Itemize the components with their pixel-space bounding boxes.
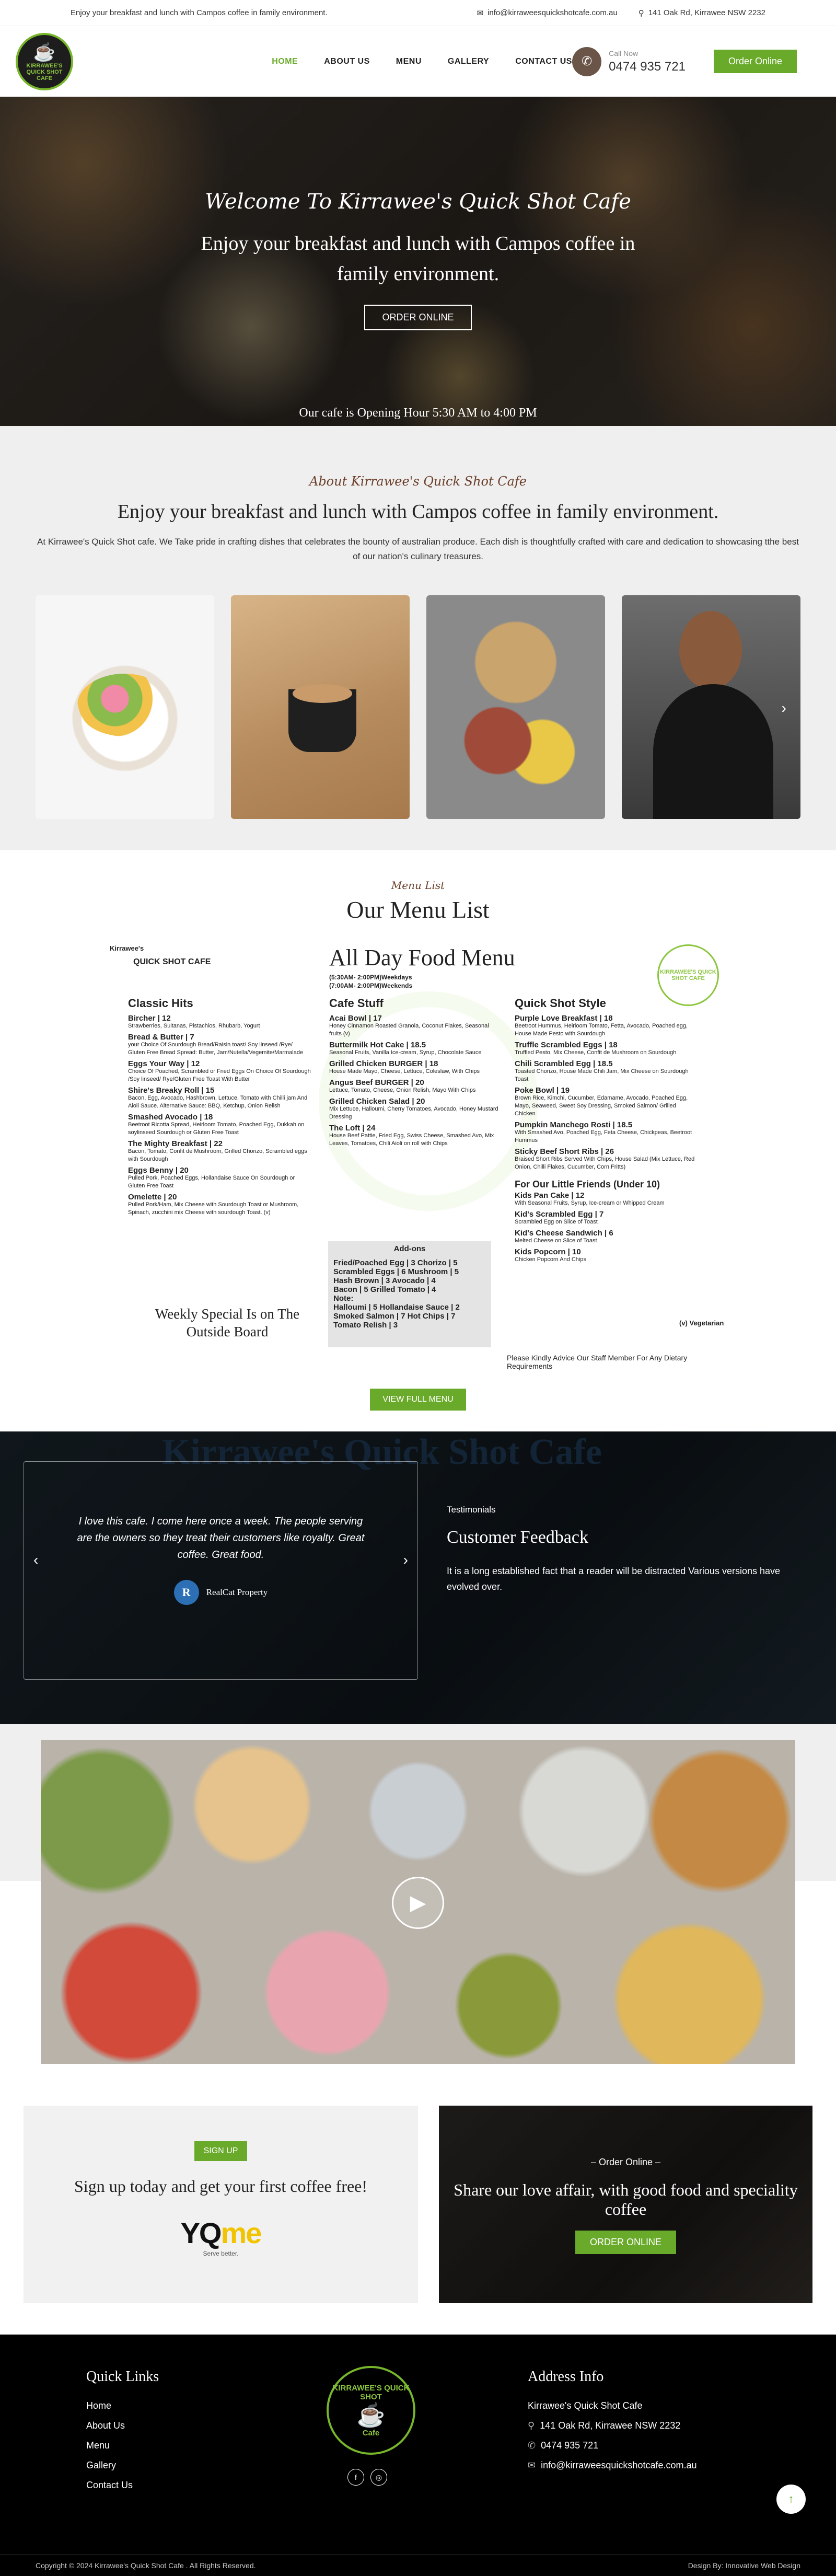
menu-item: Grilled Chicken BURGER | 18 House Made Mayo, Cheese, Lettuce, Coleslaw, With Chips	[329, 1059, 480, 1075]
menu-item: Kids Popcorn | 10 Chicken Popcorn And Chips	[515, 1247, 586, 1263]
menu-board-title: All Day Food Menu	[329, 945, 515, 971]
weekly-special: Weekly Special Is on The Outside Board	[155, 1306, 300, 1339]
menu-item: Omelette | 20 Pulled Pork/Ham, Mix Cheese with Sourdough Toast or Mushroom, Spinach, zucchini mix Cheese with sourdough Toast. (v)	[128, 1193, 299, 1216]
chevron-right-icon[interactable]: ›	[403, 1552, 408, 1568]
main-nav	[272, 57, 572, 66]
menu-item: Angus Beef BURGER | 20 Lettuce, Tomato, Cheese, Onion Relish, Mayo With Chips	[329, 1078, 476, 1093]
addon-line: Smoked Salmon | 7 Hot Chips | 7	[333, 1312, 456, 1321]
testimonials-text: It is a long established fact that a reader will be distracted Various versions have evolved over.	[447, 1566, 781, 1592]
coffee-cup-icon: ☕	[33, 42, 56, 62]
menu-item: Eggs Your Way | 12 Choice Of Poached, Scrambled or Fried Eggs On Choice Of Sourdough /Soy linseed/ Rye/Gluten Free Toast With Butter	[128, 1059, 311, 1082]
phone-icon: ✆	[528, 2440, 536, 2451]
testimonial-quote: I love this cafe. I come here once a week. The people serving are the owners so they treat their customers like royalty. Great coffee. Great food.	[77, 1516, 365, 1561]
testimonial-author-name: RealCat Property	[206, 1587, 268, 1597]
footer-address-line[interactable]	[528, 2416, 697, 2435]
about-gallery	[0, 595, 836, 819]
menu-board-hours	[329, 973, 412, 990]
menu-column-title: Classic Hits	[128, 997, 193, 1010]
view-full-menu-button[interactable]: VIEW FULL MENU	[370, 1389, 466, 1411]
menu-item: Buttermilk Hot Cake | 18.5 Seasonal Fruits, Vanilla Ice-cream, Syrup, Chocolate Sauce	[329, 1041, 482, 1056]
menu-board-image	[110, 944, 726, 1370]
footer-link-menu[interactable]: Menu	[86, 2440, 110, 2451]
menu-column-title: Quick Shot Style	[515, 997, 606, 1010]
menu-board-logo: KIRRAWEE'S QUICK SHOT CAFE	[657, 944, 719, 1006]
dietary-note: Please Kindly Advice Our Staff Member For Any Dietary Requirements	[507, 1354, 688, 1370]
header-phone: 0474 935 721	[609, 59, 686, 74]
chevron-left-icon[interactable]: ‹	[33, 1552, 39, 1568]
menu-item: Sticky Beef Short Ribs | 26 Braised Short Ribs Served With Chips, House Salad (Mix Lettuce, Red Onion, Chilli Flakes, Cucumber, Corn Fritts)	[515, 1147, 695, 1170]
topbar-email-text: info@kirraweesquickshotcafe.com.au	[487, 8, 618, 17]
site-header	[0, 26, 836, 97]
footer-phone-line[interactable]	[528, 2435, 697, 2455]
menu-item: Kids Pan Cake | 12 With Seasonal Fruits, Syrup, Ice-cream or Whipped Cream	[515, 1191, 665, 1206]
hero-welcome: Welcome To Kirrawee's Quick Shot Cafe	[205, 190, 631, 214]
testimonials-intro	[447, 1505, 781, 1595]
menu-item: Bread & Butter | 7 your Choice Of Sourdough Bread/Raisin toast/ Soy linseed /Rye/ Gluten Free Bread Spread: Butter, Jam/Nutella/Vegemite/Marmalade	[128, 1033, 304, 1056]
footer-links-title: Quick Links	[86, 2369, 159, 2385]
cta-section	[0, 2085, 836, 2335]
addon-line: Bacon | 5 Grilled Tomato | 4	[333, 1285, 436, 1294]
menu-column-quick-shot-style	[515, 999, 698, 1264]
coffee-cup-icon: ☕	[356, 2402, 386, 2428]
envelope-icon: ✉	[477, 8, 484, 18]
about-section	[0, 426, 836, 850]
yqme-logo[interactable]	[24, 2216, 418, 2250]
social-links	[347, 2469, 387, 2486]
nav-gallery[interactable]: GALLERY	[447, 56, 490, 66]
menu-item: Shire's Breaky Roll | 15 Bacon, Egg, Avocado, Hashbrown, Lettuce, Tomato with Chilli jam And Aioli Sauce. Alternative Sauce: BBQ, Ketchup, Onion Relish	[128, 1086, 308, 1109]
footer-logo-top: KIRRAWEE'S QUICK SHOT	[332, 2383, 410, 2401]
menu-title: Our Menu List	[346, 896, 490, 923]
call-label: Call Now	[609, 49, 638, 57]
menu-column-cafe-stuff	[329, 999, 502, 1148]
back-to-top-icon[interactable]: ↑	[776, 2485, 806, 2514]
menu-item: Smashed Avocado | 18 Beetroot Ricotta Spread, Heirloom Tomato, Poached Egg, Dukkah on soylinseed Sourdough or Gluten Free Toast	[128, 1113, 305, 1136]
copyright-bar	[0, 2554, 836, 2576]
phone-icon: ✆	[572, 47, 601, 76]
envelope-icon: ✉	[528, 2460, 536, 2470]
footer-phone-text: 0474 935 721	[541, 2440, 599, 2451]
top-bar	[0, 0, 836, 26]
menu-item: Bircher | 12 Strawberries, Sultanas, Pistachios, Rhubarb, Yogurt	[128, 1014, 260, 1029]
gallery-photo-salad	[36, 595, 214, 819]
footer-cafe-name: Kirrawee's Quick Shot Cafe	[528, 2400, 643, 2411]
menu-item: Chili Scrambled Egg | 18.5 Toasted Chorizo, House Made Chili Jam, Mix Cheese on Sourdough Toast	[515, 1059, 689, 1082]
gallery-next-arrow-icon[interactable]: ›	[781, 700, 786, 716]
menu-item: The Mighty Breakfast | 22 Bacon, Tomato, Confit de Mushroom, Grilled Chorizo, Scrambled eggs with Sourdough	[128, 1139, 307, 1162]
view-full-menu-wrap	[0, 1389, 836, 1411]
hero-order-button[interactable]: ORDER ONLINE	[364, 305, 471, 330]
gallery-photo-staff	[622, 595, 800, 819]
menu-column-classic	[128, 999, 311, 1217]
gallery-photo-breakfast	[426, 595, 605, 819]
menu-item: Grilled Chicken Salad | 20 Mix Lettuce, Halloumi, Cherry Tomatoes, Avocado, Honey Mustard Dressing	[329, 1097, 498, 1120]
menu-item: Acai Bowl | 17 Honey Cinnamon Roasted Granola, Coconut Flakes, Seasonal fruits (v)	[329, 1014, 489, 1037]
nav-contact-us[interactable]: CONTACT US	[515, 56, 572, 66]
footer-email-line[interactable]	[528, 2455, 697, 2475]
location-pin-icon: ⚲	[638, 8, 644, 18]
footer-link-about[interactable]: About Us	[86, 2420, 125, 2431]
nav-about-us[interactable]: ABOUT US	[324, 56, 370, 66]
signup-panel	[24, 2106, 418, 2303]
signup-title: Sign up today and get your first coffee free!	[74, 2177, 367, 2196]
menu-item: Kid's Scrambled Egg | 7 Scrambled Egg on Slice of Toast	[515, 1210, 604, 1225]
site-footer	[0, 2335, 836, 2554]
hero-tagline: Enjoy your breakfast and lunch with Campos coffee in family environment.	[201, 233, 635, 285]
about-title: Enjoy your breakfast and lunch with Campos coffee in family environment.	[117, 501, 719, 523]
menu-item: Eggs Benny | 20 Pulled Pork, Poached Eggs, Hollandaise Sauce On Sourdough or Gluten Free Toast	[128, 1166, 295, 1189]
footer-address-title: Address Info	[528, 2369, 604, 2385]
addon-line: Note:	[333, 1294, 354, 1303]
addon-line: Tomato Relish | 3	[333, 1321, 398, 1330]
testimonial-author	[24, 1580, 417, 1605]
footer-address	[528, 2369, 697, 2475]
nav-menu[interactable]: MENU	[396, 56, 422, 66]
about-description: At Kirrawee's Quick Shot cafe. We Take pride in crafting dishes that celebrates the bounty of australian produce. Each dish is thoughtfully crafted with care and dedication to showcasing tthe best of our nation's culinary treasures.	[37, 537, 799, 561]
facebook-icon[interactable]: f	[347, 2469, 364, 2486]
site-logo[interactable]	[16, 33, 73, 90]
logo-text: KIRRAWEE'S QUICK SHOT CAFE	[26, 62, 63, 82]
hero-banner	[0, 97, 836, 426]
order-online-panel	[439, 2106, 812, 2303]
order-panel-button[interactable]: ORDER ONLINE	[575, 2231, 676, 2254]
addons-title: Add-ons	[393, 1244, 426, 1253]
menu-board-hours-weekends: (7:00AM- 2:00PM)Weekends	[329, 982, 413, 989]
footer-link-home[interactable]: Home	[86, 2400, 112, 2411]
yqme-logo-suffix: me	[220, 2216, 261, 2249]
call-now-box[interactable]	[572, 47, 820, 76]
menu-section	[0, 850, 836, 1431]
sign-up-button[interactable]: SIGN UP	[194, 2141, 248, 2161]
testimonials-section	[0, 1431, 836, 1724]
footer-quick-links	[86, 2369, 159, 2495]
menu-addons-box	[328, 1241, 491, 1347]
footer-logo-bottom: Cafe	[362, 2428, 380, 2438]
video-section	[0, 1724, 836, 2085]
menu-board-brand-small: Kirrawee's	[110, 944, 144, 952]
nav-home[interactable]: HOME	[272, 56, 298, 66]
location-pin-icon: ⚲	[528, 2420, 535, 2431]
kids-title: For Our Little Friends (Under 10)	[515, 1179, 660, 1189]
menu-item: Purple Love Breakfast | 18 Beetroot Hummus, Heirloom Tomato, Fetta, Avocado, Poached egg, House Made Pesto with Sourdough	[515, 1014, 688, 1037]
food-video[interactable]	[41, 1740, 795, 2064]
addon-line: Halloumi | 5 Hollandaise Sauce | 2	[333, 1303, 460, 1312]
design-credit[interactable]: Design By: Innovative Web Design	[688, 2561, 800, 2570]
topbar-email[interactable]	[477, 8, 617, 18]
order-online-button[interactable]: Order Online	[714, 50, 797, 73]
menu-board-brand	[110, 944, 211, 967]
testimonial-card	[24, 1461, 418, 1680]
instagram-icon[interactable]: ◎	[370, 2469, 387, 2486]
menu-item: The Loft | 24 House Beef Pattie, Fried Egg, Swiss Cheese, Smashed Avo, Mix Leaves, Tomatoes, Chili Aioli on roll with Chips	[329, 1124, 494, 1147]
play-icon[interactable]: ▶	[392, 1877, 444, 1929]
footer-email-text: info@kirraweesquickshotcafe.com.au	[541, 2460, 697, 2470]
gallery-photo-coffee	[231, 595, 410, 819]
menu-subtitle: Menu List	[391, 879, 445, 892]
footer-logo[interactable]	[327, 2366, 415, 2455]
order-title: Share our love affair, with good food and speciality coffee	[454, 2180, 798, 2219]
menu-item: Poke Bowl | 19 Brown Rice, Kimchi, Cucumber, Edamame, Avocado, Poached Egg, Mayo, Seaweed, Sweet Soy Dressing, Smoked Salmon/ Grilled Chicken	[515, 1086, 688, 1117]
order-label: – Order Online –	[590, 2157, 661, 2167]
copyright-text: Copyright © 2024 Kirrawee's Quick Shot Cafe . All Rights Reserved.	[36, 2561, 256, 2570]
topbar-tagline: Enjoy your breakfast and lunch with Campos coffee in family environment.	[71, 8, 328, 17]
footer-link-contact[interactable]: Contact Us	[86, 2480, 133, 2490]
hero-hours: Our cafe is Opening Hour 5:30 AM to 4:00 PM	[299, 406, 537, 420]
testimonials-label: Testimonials	[447, 1505, 496, 1515]
addon-line: Scrambled Eggs | 6 Mushroom | 5	[333, 1267, 459, 1276]
menu-board-hours-weekdays: (5:30AM- 2:00PM)Weekdays	[329, 974, 412, 981]
topbar-address-text: 141 Oak Rd, Kirrawee NSW 2232	[648, 8, 765, 17]
addon-line: Hash Brown | 3 Avocado | 4	[333, 1276, 436, 1285]
testimonials-title: Customer Feedback	[447, 1528, 588, 1547]
menu-item: Pumpkin Manchego Rosti | 18.5 With Smashed Avo, Poached Egg, Feta Cheese, Chickpeas, Beetroot Hummus	[515, 1120, 692, 1143]
yqme-tagline: Serve better.	[203, 2250, 239, 2257]
vegetarian-note: (v) Vegetarian	[679, 1319, 724, 1327]
footer-address-text: 141 Oak Rd, Kirrawee NSW 2232	[540, 2420, 681, 2431]
topbar-address[interactable]	[638, 8, 765, 18]
avatar: R	[174, 1580, 199, 1605]
testimonials-background-sign: Kirrawee's Quick Shot Cafe	[162, 1432, 602, 1472]
menu-item: Kid's Cheese Sandwich | 6 Melted Cheese on Slice of Toast	[515, 1229, 613, 1244]
about-subtitle: About Kirrawee's Quick Shot Cafe	[309, 474, 527, 489]
menu-board-brand-big: QUICK SHOT CAFE	[133, 957, 211, 966]
menu-item: Truffle Scrambled Eggs | 18 Truffled Pesto, Mix Cheese, Confit de Mushroom on Sourdough	[515, 1041, 677, 1056]
menu-column-title: Cafe Stuff	[329, 997, 384, 1010]
yqme-logo-prefix: YQ	[180, 2216, 221, 2249]
addon-line: Fried/Poached Egg | 3 Chorizo | 5	[333, 1258, 458, 1267]
footer-link-gallery[interactable]: Gallery	[86, 2460, 117, 2470]
